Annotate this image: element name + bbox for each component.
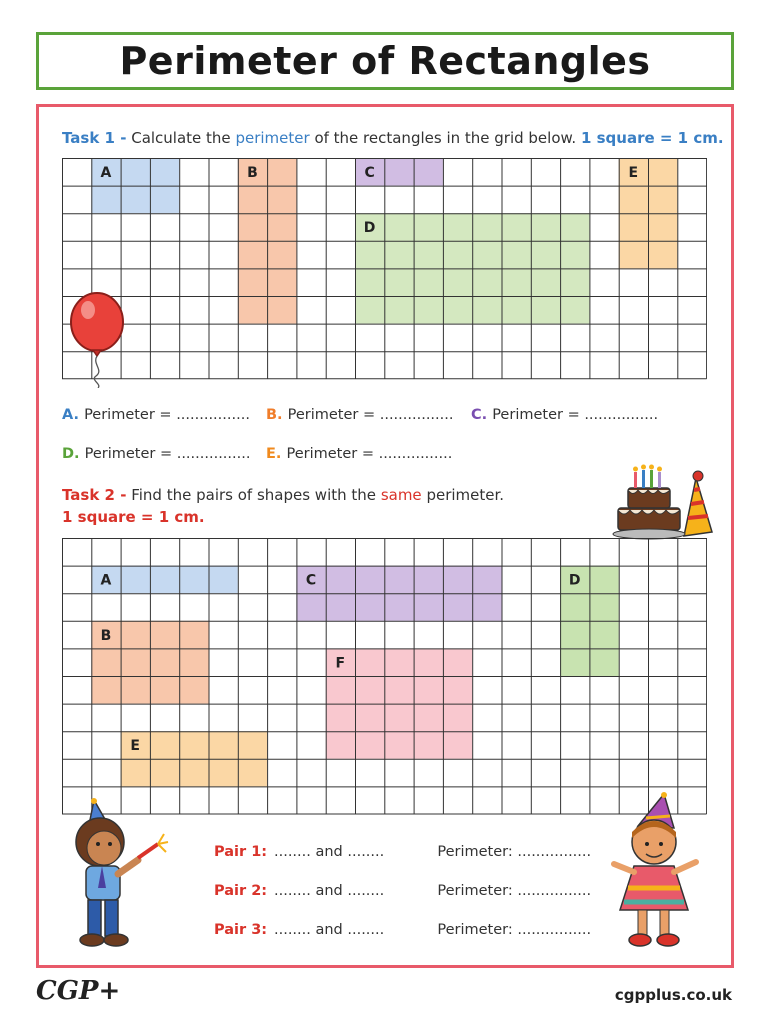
task1-instruction: [62, 129, 724, 147]
task1-label-d: D: [363, 220, 376, 237]
task1-answer-e-wrap: [266, 446, 452, 462]
pair-and-text: and: [315, 922, 348, 938]
task1-answer-b-wrap: [266, 407, 453, 423]
pair-blank-second[interactable]: ........: [347, 844, 385, 860]
pair-row-2: [214, 883, 591, 899]
birthday-cake-icon: [612, 458, 716, 542]
answer-letter: C.: [471, 407, 493, 423]
pair-blank-second[interactable]: ........: [347, 922, 385, 938]
answer-letter: E.: [266, 446, 287, 462]
pair-and-text: and: [315, 844, 348, 860]
task2-highlight: same: [380, 486, 422, 504]
footer-url[interactable]: cgpplus.co.uk: [614, 986, 732, 1004]
answer-letter: A.: [62, 407, 85, 423]
pair-2: [214, 883, 591, 899]
answer-blank[interactable]: ................: [176, 446, 251, 462]
task1-grid-svg: [62, 158, 707, 380]
answer-label: Perimeter =: [286, 446, 379, 462]
task1-scale: 1 square = 1 cm.: [580, 129, 724, 147]
answer-blank[interactable]: ................: [378, 446, 453, 462]
task1-highlight: perimeter: [235, 129, 310, 147]
answer-label: Perimeter =: [287, 407, 380, 423]
task2-grid-svg: [62, 538, 707, 816]
pair-row-3: [214, 922, 591, 938]
task1-text-a: Calculate the: [131, 129, 231, 147]
task2-label-a: A: [100, 572, 112, 589]
pair-3: [214, 922, 591, 938]
pair-label: Pair 3:: [214, 922, 268, 938]
task1-label: Task 1 -: [62, 129, 127, 147]
answer-blank[interactable]: ................: [176, 407, 250, 423]
page-title: Perimeter of Rectangles: [119, 39, 651, 83]
task2-text-a: Find the pairs of shapes with the: [131, 486, 377, 504]
task1-label-b: B: [247, 165, 258, 181]
task1-label-e: E: [628, 165, 639, 181]
pair-row-1: [214, 844, 591, 860]
task2-label: Task 2 -: [62, 486, 127, 504]
pair-label: Pair 1:: [214, 844, 268, 860]
task1-label-a: A: [100, 165, 112, 181]
answer-c: [471, 407, 658, 423]
task2-shape-f: [326, 648, 473, 758]
task2-label-f: F: [335, 655, 346, 672]
answer-letter: B.: [266, 407, 288, 423]
answer-d: [62, 446, 250, 462]
cgp-logo: CGP+: [36, 976, 121, 1006]
pair-and-text: and: [315, 883, 348, 899]
answer-label: Perimeter =: [84, 407, 177, 423]
pair-perimeter-label: Perimeter:: [437, 844, 518, 860]
answer-label: Perimeter =: [492, 407, 585, 423]
party-boy-icon: [58, 798, 178, 950]
pair-blank-first[interactable]: ........: [274, 922, 316, 938]
task2-label-d: D: [568, 572, 581, 589]
pair-label: Pair 2:: [214, 883, 268, 899]
task2-shape-c: [296, 566, 501, 621]
task1-answer-c-wrap: [471, 407, 658, 423]
task2-scale-line: [62, 508, 205, 526]
task1-label-c: C: [364, 165, 375, 181]
title-box: [36, 32, 734, 90]
task2-text-b: perimeter.: [426, 486, 505, 504]
task2-instruction: [62, 486, 504, 504]
pair-blank-first[interactable]: ........: [274, 844, 316, 860]
task1-answer-row1: [62, 407, 250, 423]
pair-perimeter-blank[interactable]: ................: [517, 844, 592, 860]
pair-perimeter-label: Perimeter:: [437, 922, 518, 938]
task2-scale: 1 square = 1 cm.: [62, 508, 205, 526]
pair-perimeter-blank[interactable]: ................: [517, 922, 592, 938]
answer-letter: D.: [62, 446, 85, 462]
answer-blank[interactable]: ................: [379, 407, 454, 423]
task1-grid: [62, 158, 707, 380]
task2-grid: [62, 538, 707, 816]
task2-shape-a: [91, 566, 238, 594]
party-girl-icon: [600, 792, 710, 950]
pair-perimeter-blank[interactable]: ................: [517, 883, 592, 899]
pair-1: [214, 844, 591, 860]
task1-answer-d-wrap: [62, 446, 250, 462]
pair-blank-second[interactable]: ........: [347, 883, 385, 899]
answer-b: [266, 407, 453, 423]
task2-label-c: C: [305, 572, 317, 589]
answer-label: Perimeter =: [84, 446, 177, 462]
pair-perimeter-label: Perimeter:: [437, 883, 518, 899]
answer-a: [62, 407, 250, 423]
balloon-icon: [66, 292, 128, 388]
answer-e: [266, 446, 452, 462]
pair-blank-first[interactable]: ........: [274, 883, 316, 899]
task1-text-b: of the rectangles in the grid below.: [314, 129, 577, 147]
task2-label-e: E: [130, 738, 140, 755]
task2-label-b: B: [100, 627, 112, 644]
answer-blank[interactable]: ................: [584, 407, 659, 423]
